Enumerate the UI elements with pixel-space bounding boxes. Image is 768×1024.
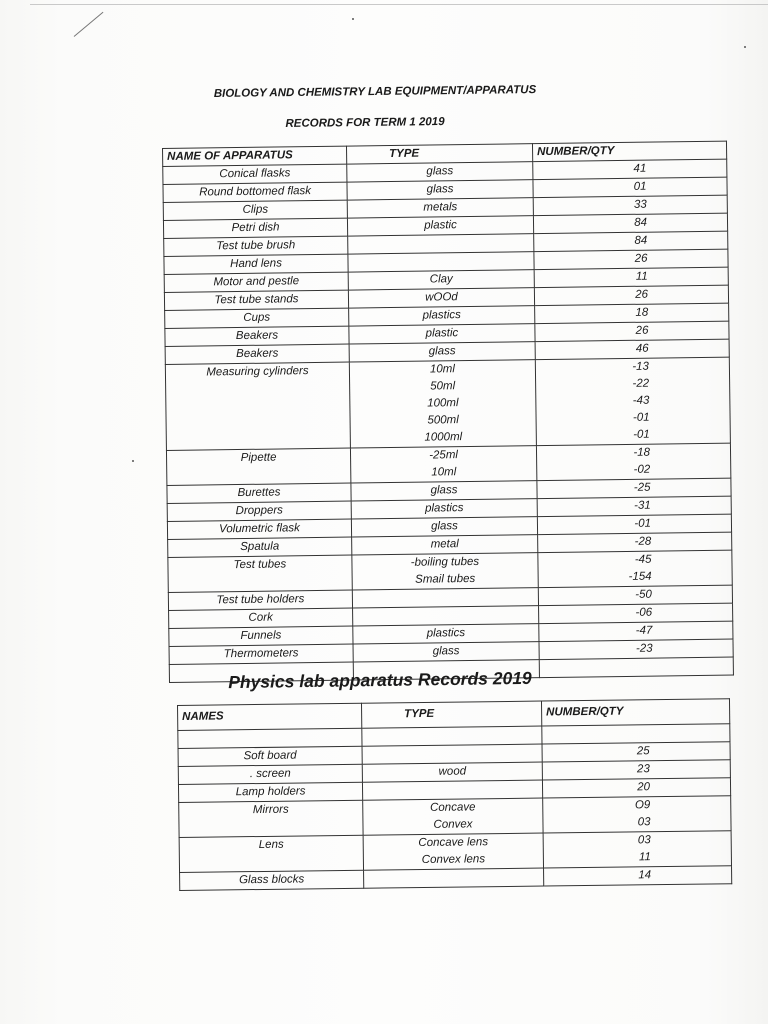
- name-text: Pipette: [240, 451, 277, 464]
- name-cell: [179, 800, 363, 837]
- qty-text: -25: [633, 481, 651, 494]
- name-text: Spatula: [240, 540, 280, 554]
- name-text: Test tube brush: [216, 239, 296, 253]
- name-text: Lamp holders: [235, 785, 306, 799]
- type-text: wood: [438, 765, 467, 778]
- name-text: Hand lens: [230, 257, 282, 271]
- qty-text: 23: [636, 763, 650, 776]
- qty-text: -01: [633, 428, 650, 441]
- document-subtitle: RECORDS FOR TERM 1 2019: [285, 116, 445, 130]
- type-text: 500ml: [427, 414, 459, 427]
- name-cell: [163, 218, 347, 238]
- name-text: Conical flasks: [219, 167, 291, 181]
- name-cell: [163, 164, 347, 184]
- name-text: Lens: [258, 838, 284, 852]
- type-text: [367, 781, 538, 800]
- name-cell: [168, 590, 352, 610]
- name-cell: [168, 555, 352, 592]
- qty-text: 01: [633, 180, 647, 193]
- qty-text: 26: [635, 288, 649, 301]
- qty-text: 46: [635, 342, 649, 355]
- qty-text: -43: [632, 394, 650, 407]
- qty-text: 18: [635, 306, 649, 319]
- qty-text: O9: [634, 799, 651, 812]
- qty-text: -01: [632, 411, 650, 424]
- qty-cell: [542, 742, 730, 762]
- name-text: [184, 853, 359, 872]
- type-text: glass: [428, 345, 456, 358]
- qty-text: 33: [633, 198, 647, 211]
- qty-cell: [542, 778, 730, 798]
- qty-text: 26: [634, 252, 648, 265]
- name-text: Mirrors: [252, 803, 289, 817]
- name-text: [183, 818, 358, 837]
- column-header-names: NAMES: [178, 703, 362, 730]
- name-text: Cups: [243, 311, 271, 324]
- type-cell: [362, 726, 542, 746]
- qty-text: 20: [637, 781, 651, 794]
- name-cell: [167, 519, 351, 539]
- qty-text: 14: [638, 869, 652, 882]
- type-text: glass: [430, 520, 458, 533]
- pen-mark: [74, 12, 104, 37]
- name-cell: [165, 326, 349, 346]
- type-text: [368, 869, 539, 888]
- qty-text: -01: [634, 517, 652, 530]
- qty-cell: [543, 796, 731, 833]
- name-text: Volumetric flask: [219, 522, 300, 536]
- type-text: 100ml: [427, 397, 459, 410]
- type-text: glass: [430, 484, 458, 497]
- name-cell: [169, 644, 353, 664]
- type-text: Clay: [429, 273, 453, 286]
- speck: [352, 18, 354, 20]
- qty-cell: [544, 866, 732, 886]
- name-cell: [164, 254, 348, 274]
- qty-text: [546, 725, 649, 743]
- type-cell: [362, 780, 542, 800]
- qty-text: 84: [634, 234, 648, 247]
- name-cell: [178, 728, 362, 748]
- name-cell: [168, 537, 352, 557]
- page-edge-line: [30, 4, 768, 5]
- table-row: [165, 357, 730, 450]
- name-text: [173, 573, 348, 592]
- type-cell: [362, 762, 542, 782]
- name-cell: [178, 782, 362, 802]
- type-text: wOOd: [425, 291, 458, 304]
- type-cell: [363, 798, 543, 835]
- qty-cell: [542, 724, 730, 744]
- name-cell: [178, 746, 362, 766]
- name-text: Round bottomed flask: [199, 185, 312, 199]
- type-cell: [364, 868, 544, 888]
- type-cell: [350, 446, 536, 483]
- type-cell: [363, 833, 543, 870]
- qty-text: 03: [637, 834, 651, 847]
- name-cell: [167, 501, 351, 521]
- qty-text: -28: [634, 535, 652, 548]
- type-cell: [349, 360, 536, 448]
- name-text: Droppers: [235, 504, 283, 518]
- qty-text: 84: [634, 216, 648, 229]
- speck: [744, 46, 746, 48]
- type-cell: [362, 744, 542, 764]
- name-text: . screen: [249, 767, 291, 781]
- qty-cell: [538, 550, 732, 588]
- qty-text: 11: [638, 851, 651, 864]
- name-cell: [169, 608, 353, 628]
- name-text: Measuring cylinders: [206, 365, 309, 379]
- name-text: Thermometers: [223, 647, 299, 661]
- qty-text: 11: [635, 270, 648, 283]
- name-cell: [165, 344, 349, 364]
- type-text: -boiling tubes: [410, 555, 480, 569]
- type-text: Convex lens: [421, 853, 486, 867]
- type-text: plastics: [422, 309, 461, 322]
- type-text: glass: [426, 165, 454, 178]
- qty-text: -31: [634, 499, 651, 512]
- speck: [132, 460, 134, 462]
- name-text: Burettes: [237, 486, 281, 500]
- qty-cell: [542, 760, 730, 780]
- type-text: Concave lens: [418, 836, 489, 850]
- qty-text: -18: [633, 446, 651, 459]
- type-text: [357, 588, 534, 607]
- type-cell: [352, 553, 538, 590]
- qty-text: -45: [634, 553, 652, 566]
- type-text: plastic: [424, 219, 457, 232]
- name-text: Motor and pestle: [213, 275, 300, 289]
- name-text: [171, 431, 346, 450]
- physics-apparatus-table: [177, 698, 732, 891]
- name-cell: [166, 448, 350, 485]
- type-text: metal: [430, 538, 459, 551]
- name-cell: [164, 272, 348, 292]
- qty-text: 03: [637, 816, 651, 829]
- column-header-qty: NUMBER/QTY: [532, 141, 726, 162]
- qty-text: -50: [635, 588, 652, 601]
- qty-text: 26: [635, 324, 649, 337]
- type-text: glass: [432, 645, 460, 658]
- qty-text: 25: [636, 745, 650, 758]
- name-text: Clips: [242, 203, 269, 216]
- type-text: Convex: [433, 818, 473, 831]
- type-text: metals: [423, 201, 458, 214]
- name-cell: [165, 362, 350, 450]
- bio-chem-apparatus-table: [162, 141, 734, 683]
- name-cell: [163, 200, 347, 220]
- name-text: Glass blocks: [238, 873, 305, 887]
- name-cell: [179, 835, 363, 872]
- qty-text: -06: [635, 606, 653, 619]
- name-cell: [169, 626, 353, 646]
- type-text: plastics: [426, 627, 466, 640]
- qty-text: -13: [632, 360, 649, 373]
- physics-section-title: Physics lab apparatus Records 2019: [228, 667, 532, 693]
- type-text: [367, 745, 538, 764]
- name-cell: [164, 290, 348, 310]
- name-text: Test tube stands: [214, 293, 299, 307]
- column-header-type: TYPE: [361, 701, 541, 728]
- name-cell: [180, 870, 364, 890]
- column-header-qty: NUMBER/QTY: [541, 699, 729, 726]
- type-text: -25ml: [429, 449, 458, 462]
- type-text: 10ml: [429, 363, 455, 376]
- type-text: [352, 234, 529, 253]
- name-text: Test tube holders: [216, 593, 305, 607]
- qty-text: -154: [628, 570, 652, 583]
- name-text: [182, 729, 357, 748]
- name-text: Petri dish: [231, 221, 280, 235]
- qty-cell: [543, 831, 731, 868]
- name-text: [171, 466, 346, 485]
- type-text: plastic: [425, 327, 459, 340]
- qty-text: -47: [635, 624, 653, 637]
- qty-cell: [535, 357, 730, 446]
- name-cell: [178, 764, 362, 784]
- name-text: Beakers: [236, 347, 279, 361]
- column-header-name: NAME OF APPARATUS: [163, 146, 347, 166]
- name-text: Beakers: [235, 329, 279, 343]
- qty-text: -22: [632, 377, 650, 390]
- column-header-type: TYPE: [346, 144, 532, 164]
- type-text: plastics: [424, 502, 464, 515]
- type-text: [352, 252, 529, 271]
- type-text: 10ml: [431, 466, 457, 479]
- type-text: Smail tubes: [415, 572, 476, 586]
- type-text: [357, 606, 534, 625]
- type-text: glass: [426, 183, 454, 196]
- document-title: BIOLOGY AND CHEMISTRY LAB EQUIPMENT/APPARATUS: [213, 84, 537, 100]
- table-row: [179, 831, 731, 873]
- name-text: Cork: [248, 611, 273, 624]
- qty-cell: [536, 443, 730, 481]
- type-text: Concave: [429, 801, 476, 814]
- qty-text: -23: [635, 642, 653, 655]
- name-text: Test tubes: [233, 558, 287, 572]
- name-cell: [167, 483, 351, 503]
- qty-text: 41: [633, 162, 647, 175]
- name-cell: [165, 308, 349, 328]
- name-text: Funnels: [240, 629, 282, 643]
- name-cell: [163, 182, 347, 202]
- type-text: [366, 727, 537, 746]
- type-text: 50ml: [430, 380, 456, 393]
- type-text: 1000ml: [424, 431, 463, 444]
- name-text: Soft board: [243, 749, 297, 763]
- name-cell: [164, 236, 348, 256]
- table-row: [179, 796, 731, 838]
- qty-text: -02: [633, 463, 651, 476]
